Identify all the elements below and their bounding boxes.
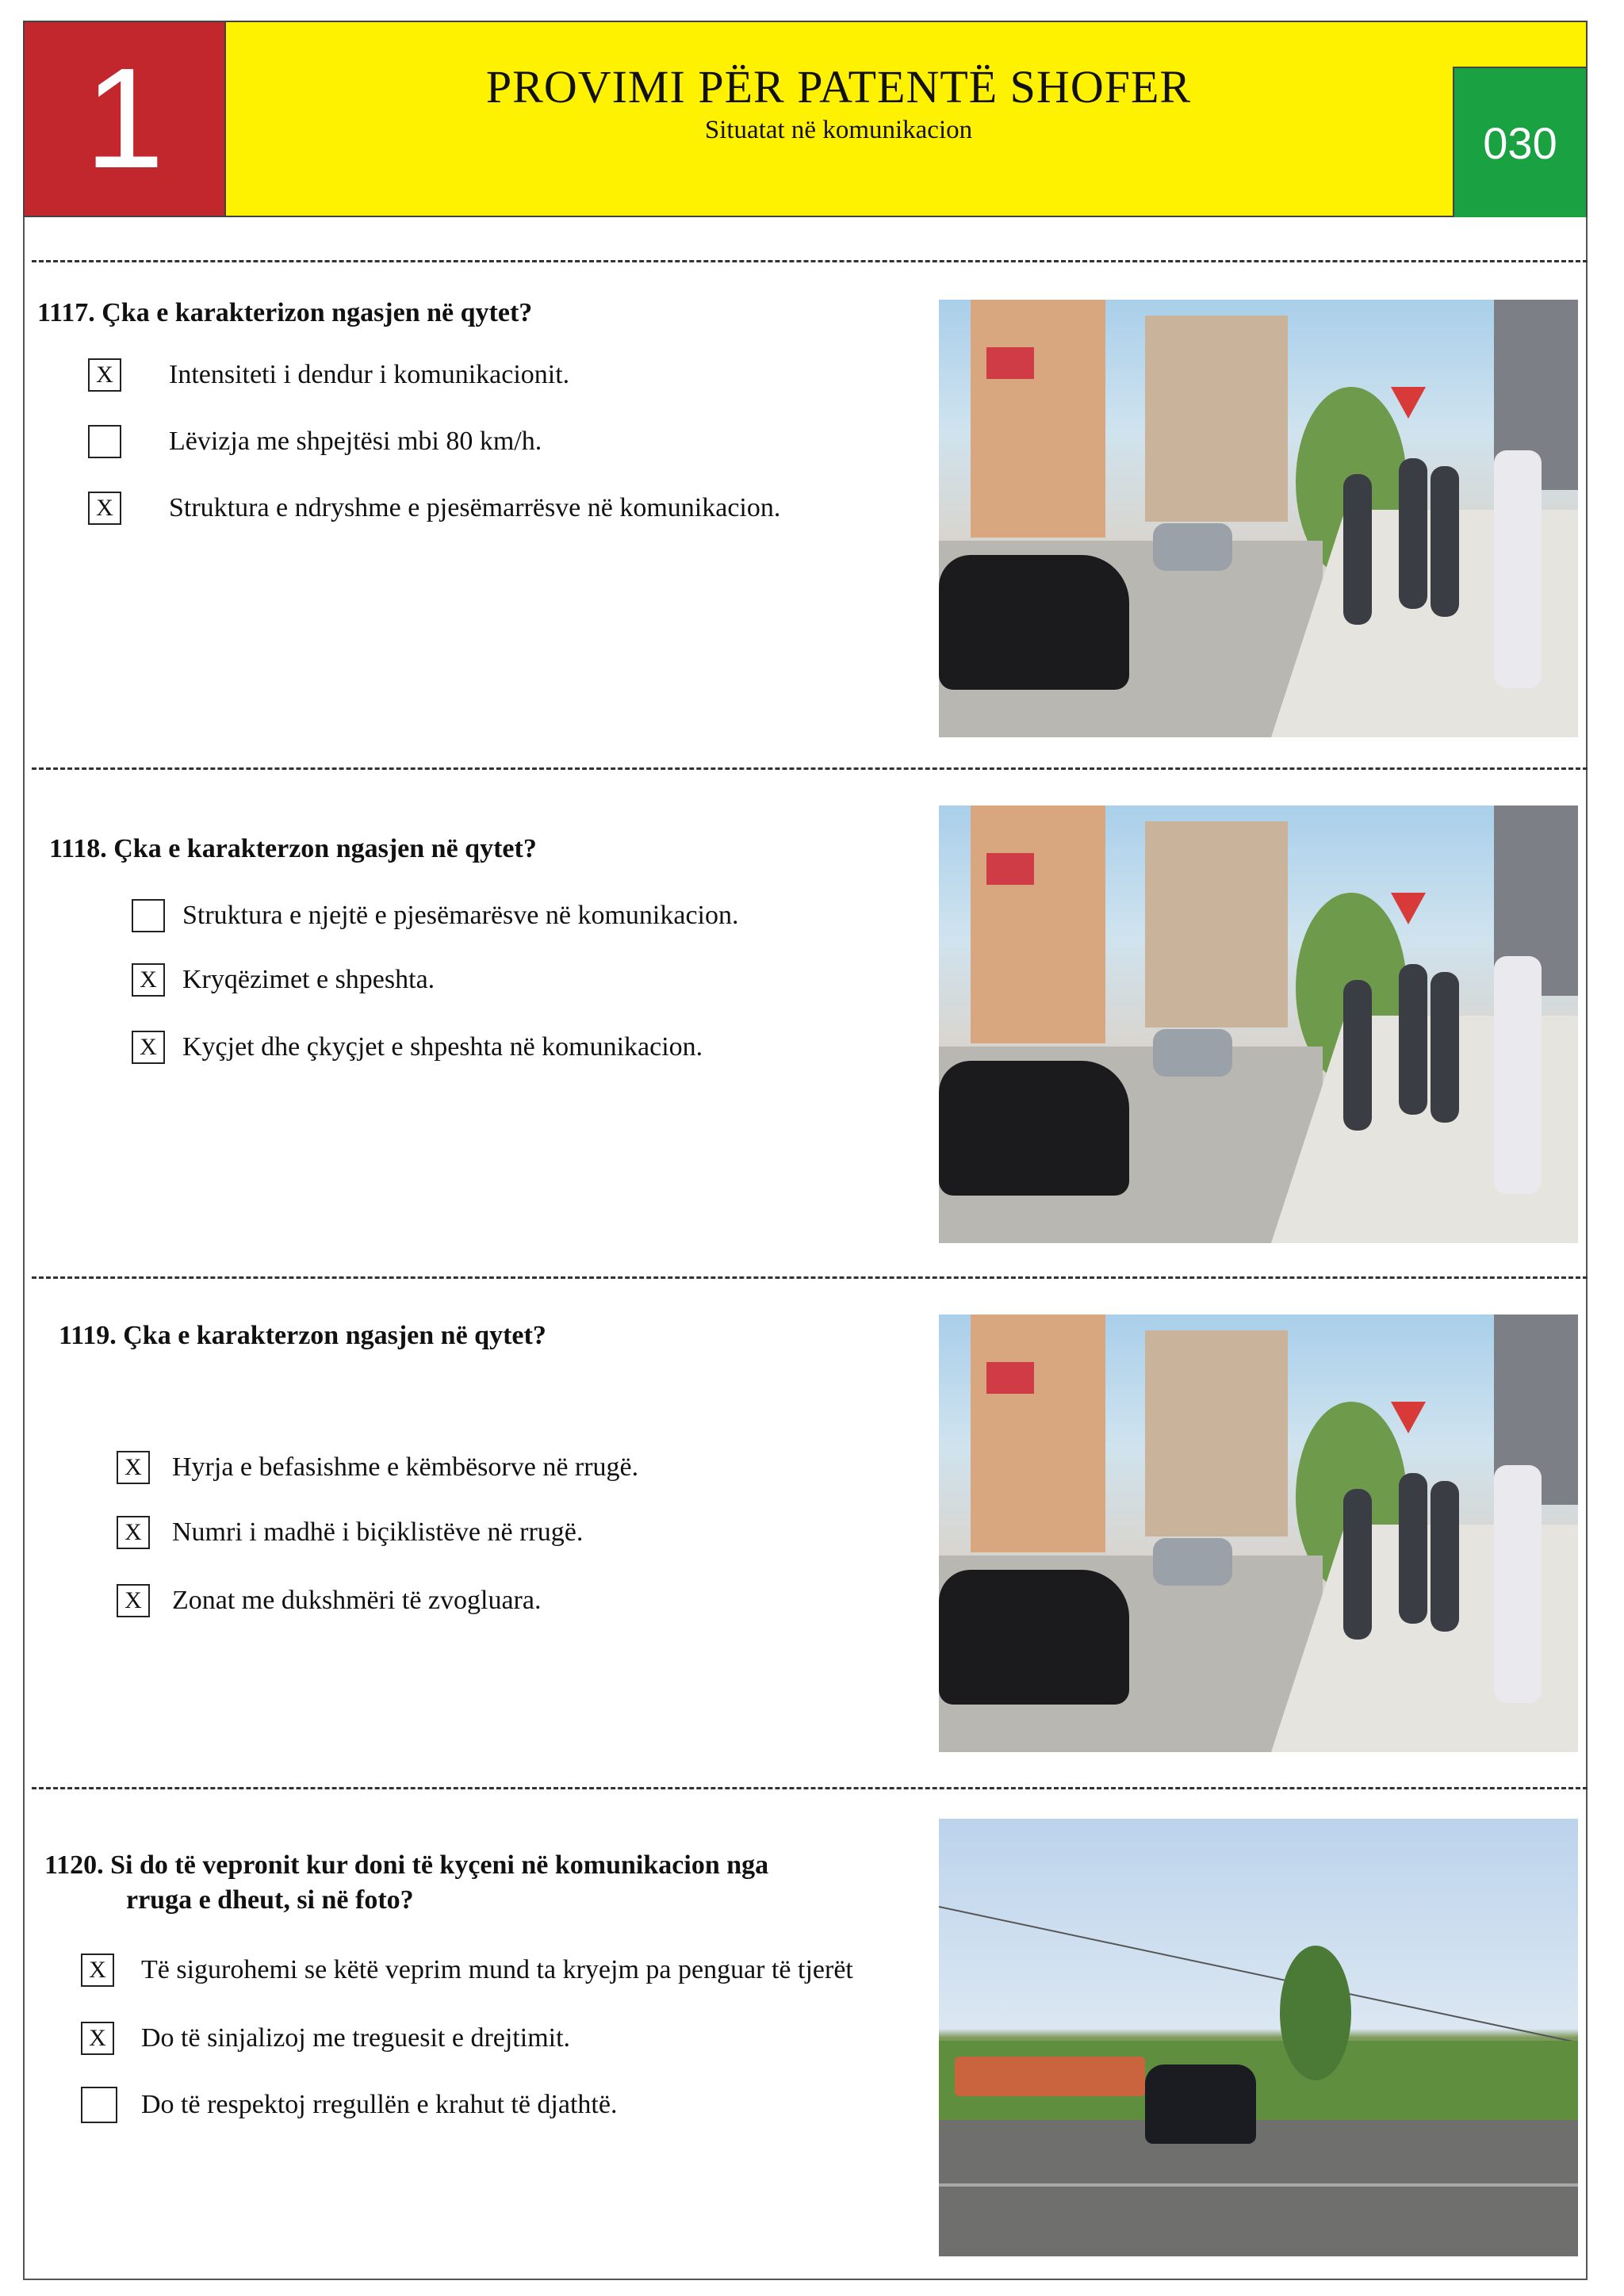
answer-checkbox[interactable]: X [117,1451,150,1484]
divider [32,1787,1588,1789]
answer-checkbox[interactable]: X [117,1516,150,1549]
city-street-photo [939,806,1578,1243]
page-subtitle: Situatat në komunikacion [704,116,973,144]
answer-text: Të sigurohemi se këtë veprim mund ta kryejm pa penguar të tjerët [141,1955,853,1984]
page-code: 030 [1483,117,1557,168]
answer-option[interactable] [132,1031,703,1064]
question-title: 1118. Çka e karakterzon ngasjen në qytet? [49,834,537,863]
page-code-box [1453,67,1586,217]
answer-text: Kyçjet dhe çkyçjet e shpeshta në komunikacion. [182,1032,703,1062]
page-title: PROVIMI PËR PATENTË SHOFER [485,61,1192,113]
answer-option[interactable] [81,2022,570,2055]
city-street-photo [939,300,1578,737]
answer-text: Do të sinjalizoj me treguesit e drejtimit. [141,2023,571,2053]
answer-option[interactable] [88,425,542,458]
answer-option[interactable] [117,1516,583,1549]
answer-option[interactable] [132,899,738,932]
answer-text: Zonat me dukshmëri të zvogluara. [172,1586,542,1615]
answer-option[interactable] [88,358,569,392]
answer-option[interactable] [132,963,435,997]
divider [32,1276,1588,1279]
answer-option[interactable] [88,492,780,525]
answer-option[interactable] [81,1954,853,1987]
test-number: 1 [84,39,165,198]
answer-checkbox[interactable]: X [132,1031,165,1064]
answer-checkbox[interactable]: X [81,1954,114,1987]
test-number-box [25,22,226,216]
answer-checkbox[interactable]: X [81,2022,114,2055]
answer-text: Kryqëzimet e shpeshta. [182,965,435,994]
answer-text: Intensiteti i dendur i komunikacionit. [169,360,570,389]
answer-checkbox[interactable]: X [88,492,121,525]
answer-text: Struktura e ndryshme e pjesëmarrësve në komunikacion. [169,493,781,522]
answer-text: Struktura e njejtë e pjesëmarësve në komunikacion. [182,901,739,930]
answer-text: Numri i madhë i biçiklistëve në rrugë. [172,1517,584,1547]
divider [32,767,1588,770]
answer-text: Do të respektoj rregullën e krahut të djathtë. [141,2090,618,2119]
answer-checkbox[interactable]: X [88,358,121,392]
question-title: 1117. Çka e karakterizon ngasjen në qytet? [37,298,533,327]
answer-text: Hyrja e befasishme e këmbësorve në rrugë. [172,1452,639,1482]
question-title: 1120. Si do të vepronit kur doni të kyçeni në komunikacion nga [44,1850,769,1880]
answer-checkbox[interactable]: X [117,1584,150,1617]
rural-road-photo [939,1819,1578,2256]
answer-option[interactable] [81,2087,617,2123]
answer-checkbox[interactable] [88,425,121,458]
question-title-line2: rruga e dheut, si në foto? [126,1885,414,1915]
answer-checkbox[interactable]: X [132,963,165,997]
answer-text: Lëvizja me shpejtësi mbi 80 km/h. [169,427,542,456]
question-title: 1119. Çka e karakterzon ngasjen në qytet? [59,1321,546,1350]
answer-checkbox[interactable] [81,2087,117,2123]
city-street-photo [939,1314,1578,1752]
divider [32,260,1588,262]
header [23,21,1588,217]
answer-option[interactable] [117,1584,541,1617]
answer-option[interactable] [117,1451,638,1484]
title-box [226,22,1586,216]
answer-checkbox[interactable] [132,899,165,932]
